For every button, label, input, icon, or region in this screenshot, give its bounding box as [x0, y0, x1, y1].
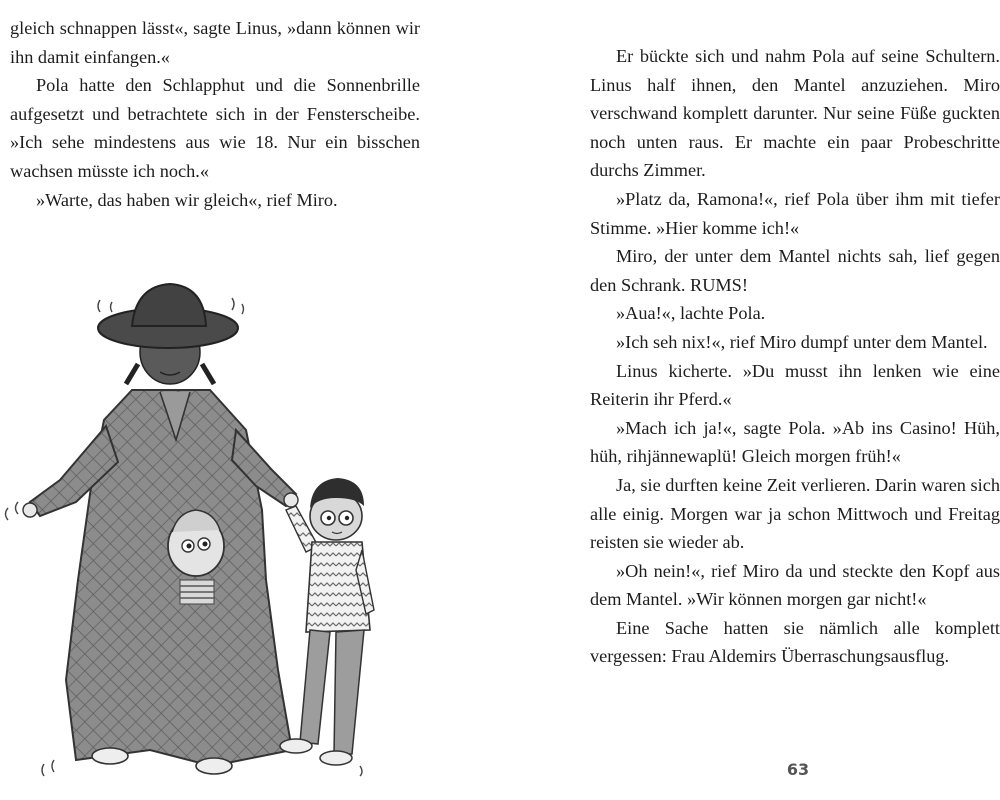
paragraph: Miro, der unter dem Mantel nichts sah, lief gegen den Schrank. RUMS!	[590, 246, 1000, 295]
paragraph: »Ich seh nix!«, rief Miro dumpf unter dem Mantel.	[616, 331, 988, 352]
left-page-text	[10, 14, 420, 214]
paragraph: »Oh nein!«, rief Miro da und steckte den Kopf aus dem Mantel. »Wir können morgen gar nicht!«	[590, 560, 1000, 610]
paragraph: Pola hatte den Schlapphut und die Sonnenbrille aufgesetzt und betrachtete sich in der Fensterscheibe. »Ich sehe mindestens aus wie 18. Nur ein bisschen wachsen müsste ich noch.«	[10, 75, 420, 181]
paragraph: »Mach ich ja!«, sagte Pola. »Ab ins Casino! Hüh, hüh, rihjännewaplü! Gleich morgen früh!«	[590, 417, 1000, 467]
right-page	[500, 0, 1000, 800]
paragraph: Ja, sie durften keine Zeit verlieren. Darin waren sich alle einig. Morgen war ja schon Mittwoch und Freitag reisten sie wieder ab.	[590, 474, 1000, 553]
paragraph: »Warte, das haben wir gleich«, rief Miro.	[36, 189, 338, 210]
paragraph: Er bückte sich und nahm Pola auf seine Schultern. Linus half ihnen, den Mantel anzuziehen. Miro verschwand komplett darunter. Nur seine Füße guckten noch unten raus. Er machte ein paar Probeschritte durchs Zimmer.	[590, 46, 1000, 181]
right-page-text	[590, 42, 1000, 671]
paragraph: Linus kicherte. »Du musst ihn lenken wie eine Reiterin ihr Pferd.«	[590, 360, 1000, 410]
paragraph: »Platz da, Ramona!«, rief Pola über ihm mit tiefer Stimme. »Hier komme ich!«	[590, 188, 1000, 238]
paragraph: »Aua!«, lachte Pola.	[616, 303, 766, 324]
paragraph: gleich schnappen lässt«, sagte Linus, »dann können wir ihn damit einfangen.«	[10, 18, 420, 67]
children-in-coat-illustration	[0, 280, 420, 800]
paragraph: Eine Sache hatten sie nämlich alle komplett vergessen: Frau Aldemirs Überraschungsausflug.	[590, 617, 1000, 667]
page-number: 63	[786, 760, 810, 779]
